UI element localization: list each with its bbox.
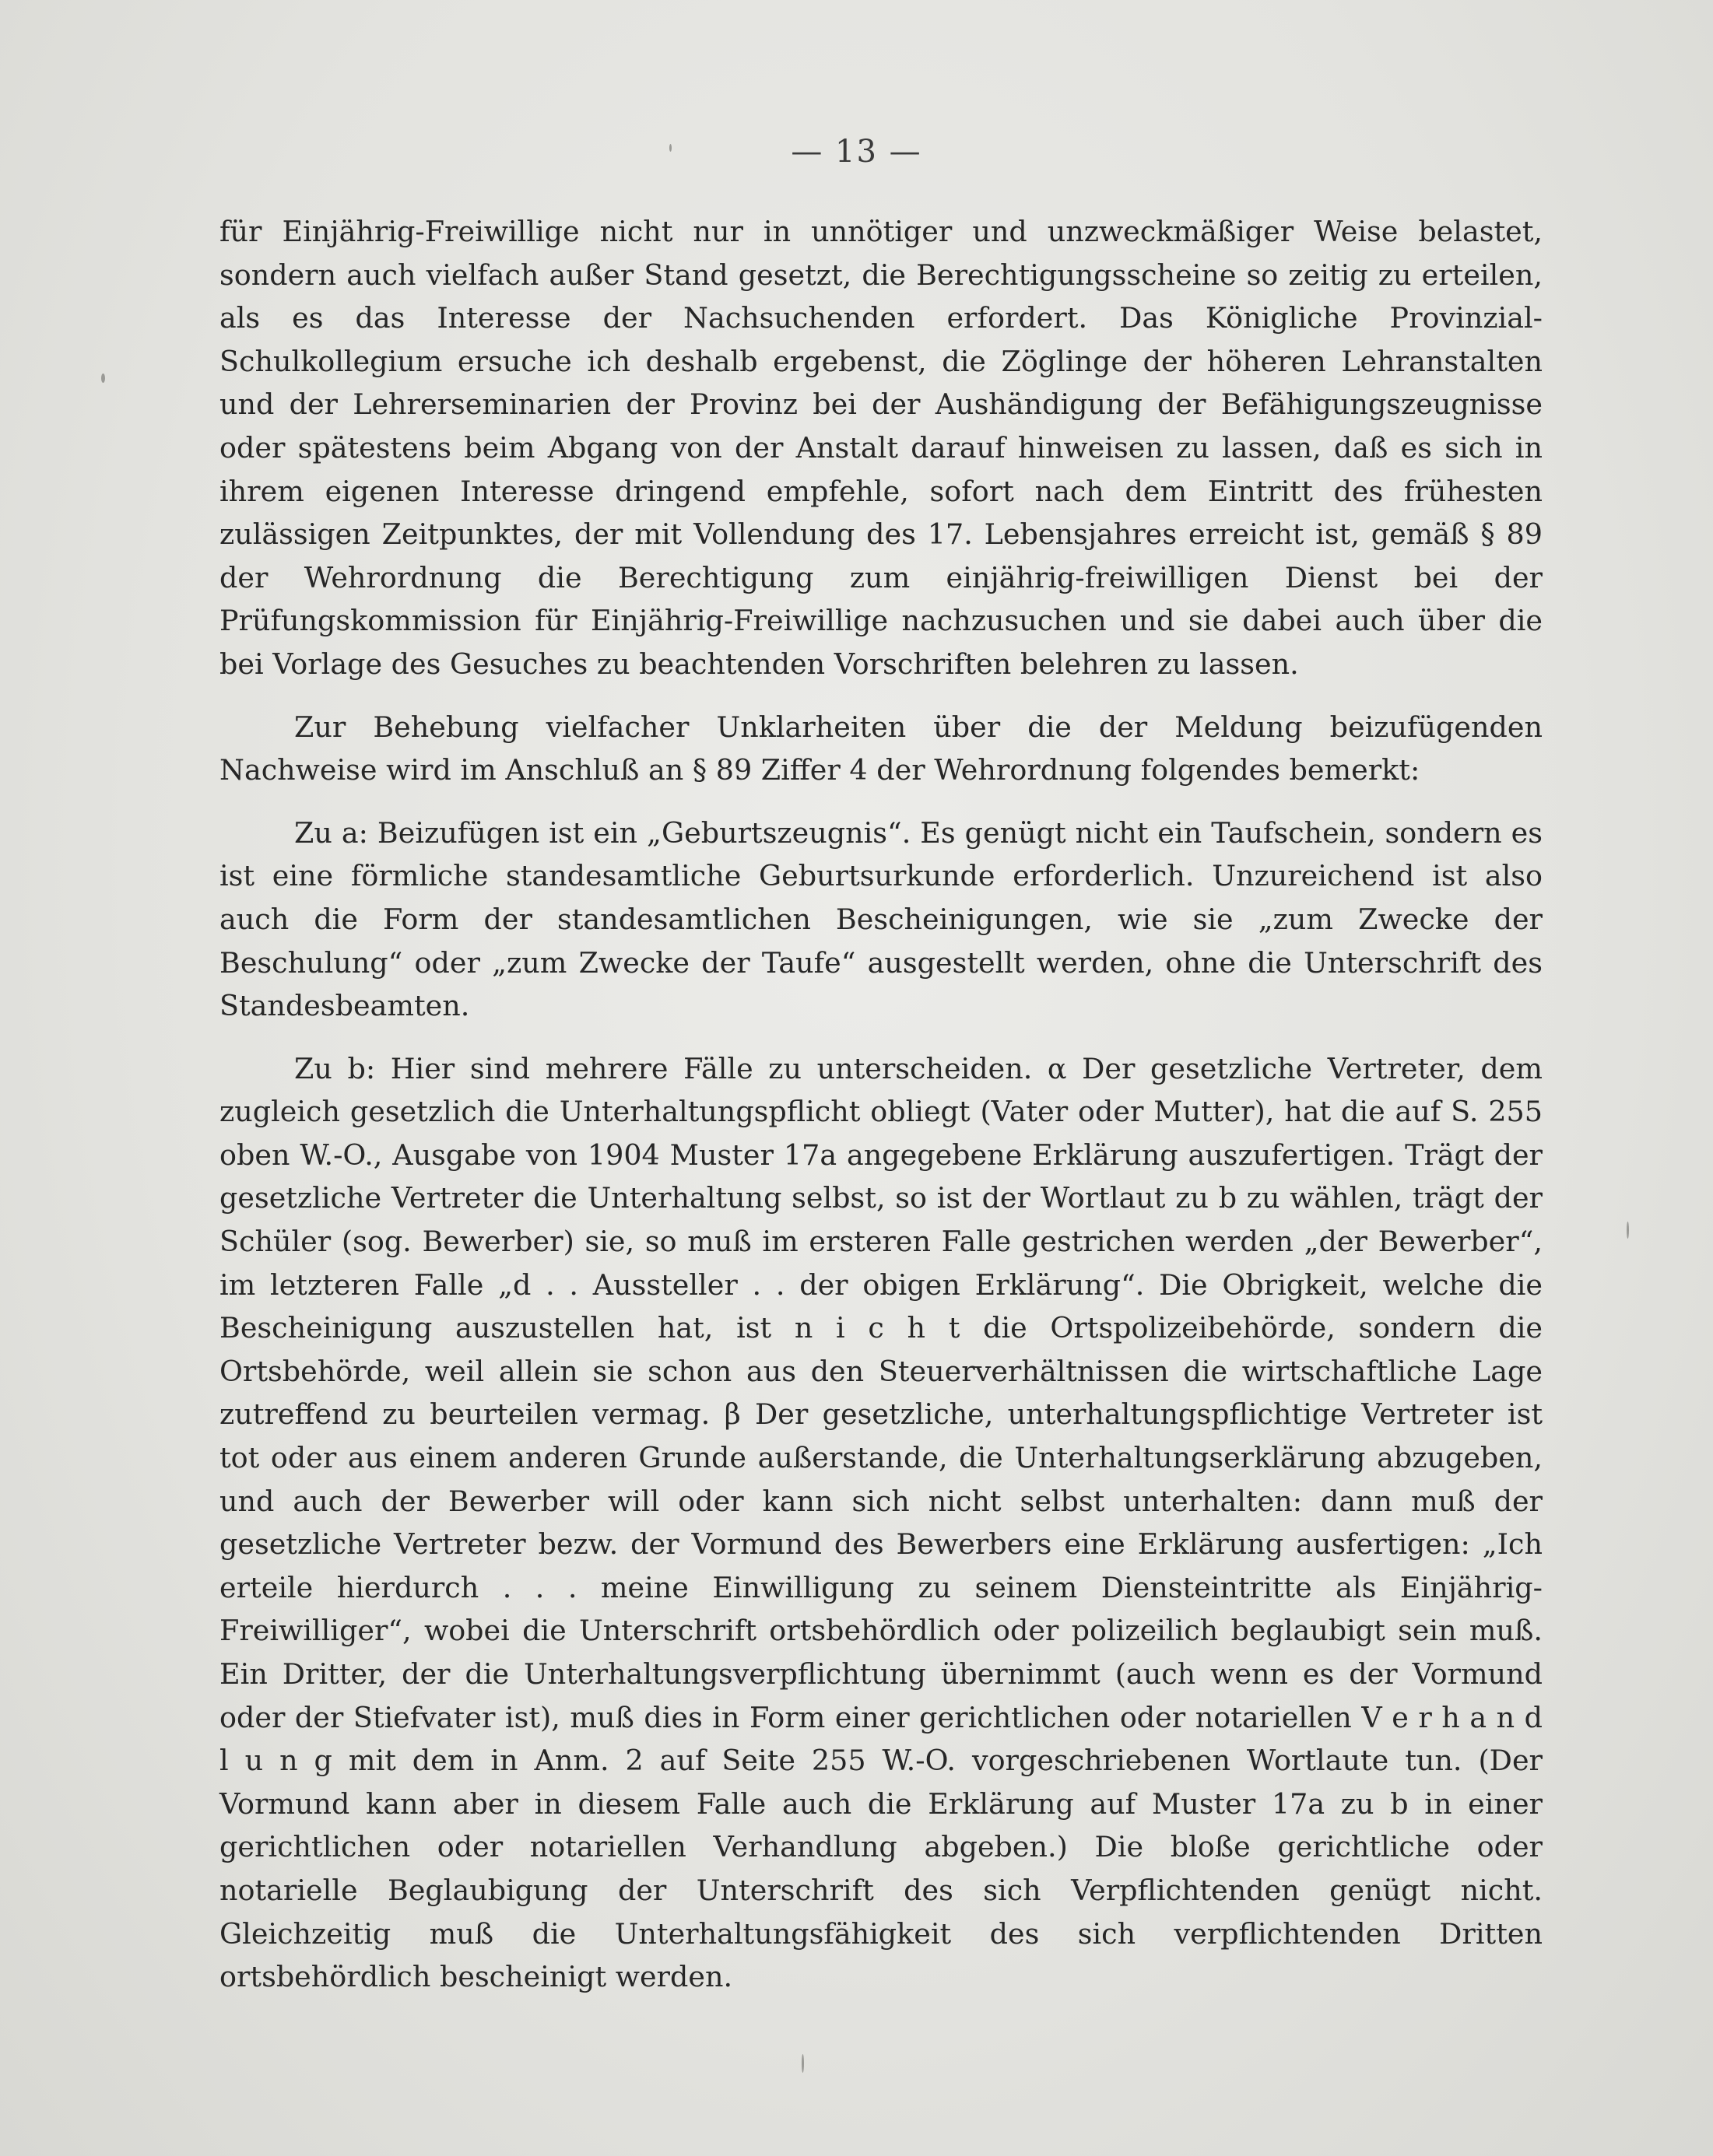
body-text — [219, 210, 1543, 1999]
paragraph-zu-b: Zu b: Hier sind mehrere Fälle zu unterscheiden. α Der gesetzliche Vertreter, dem zugleich gesetzlich die Unterhaltungspflicht obliegt (Vater oder Mutter), hat die auf S. 255 oben W.-O., Ausgabe von 1904 Muster 17a angegebene Erklärung auszufertigen. Trägt der gesetzliche Vertreter die Unterhaltung selbst, so ist der Wortlaut zu b zu wählen, trägt der Schüler (sog. Bewerber) sie, so muß im ersteren Falle gestrichen werden „der Bewerber“, im letzteren Falle „d . . Aussteller . . der obigen Erklärung“. Die Obrigkeit, welche die Bescheinigung auszustellen hat, ist n i c h t die Ortspolizeibehörde, sondern die Ortsbehörde, weil allein sie schon aus den Steuerverhältnissen die wirtschaftliche Lage zutreffend zu beurteilen vermag. β Der gesetzliche, unterhaltungspflichtige Vertreter ist tot oder aus einem anderen Grunde außerstande, die Unterhaltungserklärung abzugeben, und auch der Bewerber will oder kann sich nicht selbst unterhalten: dann muß der gesetzliche Vertreter bezw. der Vormund des Bewerbers eine Erklärung ausfertigen: „Ich erteile hierdurch . . . meine Einwilligung zu seinem Diensteintritte als Einjährig-Freiwilliger“, wobei die Unterschrift ortsbehördlich oder polizeilich beglaubigt sein muß. Ein Dritter, der die Unterhaltungsverpflichtung übernimmt (auch wenn es der Vormund oder der Stiefvater ist), muß dies in Form einer gerichtlichen oder notariellen V e r h a n d l u n g mit dem in Anm. 2 auf Seite 255 W.-O. vorgeschriebenen Wortlaute tun. (Der Vormund kann aber in diesem Falle auch die Erklärung auf Muster 17a zu b in einer gerichtlichen oder notariellen Verhandlung abgeben.) Die bloße gerichtliche oder notarielle Beglaubigung der Unterschrift des sich Verpflichtenden genügt nicht. Gleichzeitig muß die Unterhaltungsfähigkeit des sich verpflichtenden Dritten ortsbehördlich bescheinigt werden. — [219, 1051, 1543, 1994]
paragraph-continuation: für Einjährig-Freiwillige nicht nur in unnötiger und unzweckmäßiger Weise belastet, sondern auch vielfach außer Stand gesetzt, die Berechtigungsscheine so zeitig zu erteilen, als es das Interesse der Nachsuchenden erfordert. Das Königliche Provinzial-Schulkollegium ersuche ich deshalb ergebenst, die Zöglinge der höheren Lehranstalten und der Lehrerseminarien der Provinz bei der Aushändigung der Befähigungszeugnisse oder spätestens beim Abgang von der Anstalt darauf hinweisen zu lassen, daß es sich in ihrem eigenen Interesse dringend empfehle, sofort nach dem Eintritt des frühesten zulässigen Zeitpunktes, der mit Vollendung des 17. Lebensjahres erreicht ist, gemäß § 89 der Wehrordnung die Berechtigung zum einjährig-freiwilligen Dienst bei der Prüfungskommission für Einjährig-Freiwillige nachzusuchen und sie dabei auch über die bei Vorlage des Gesuches zu beachtenden Vorschriften belehren zu lassen. — [219, 215, 1543, 681]
scan-speck — [802, 2054, 804, 2073]
scan-speck — [1627, 1222, 1629, 1239]
paragraph-zu-a: Zu a: Beizufügen ist ein „Geburtszeugnis“. Es genügt nicht ein Taufschein, sondern es ist eine förmliche standesamtliche Geburtsurkunde erforderlich. Unzureichend ist also auch die Form der standesamtlichen Bescheinigungen, wie sie „zum Zwecke der Beschulung“ oder „zum Zwecke der Taufe“ ausgestellt werden, ohne die Unterschrift des Standesbeamten. — [219, 815, 1543, 1023]
paragraph-nachweise-intro: Zur Behebung vielfacher Unklarheiten über die der Meldung beizufügenden Nachweise wird im Anschluß an § 89 Ziffer 4 der Wehrordnung folgendes bemerkt: — [219, 710, 1543, 787]
scan-speck — [669, 144, 672, 152]
scan-speck — [101, 373, 105, 383]
page-number: — 13 — — [791, 134, 922, 170]
